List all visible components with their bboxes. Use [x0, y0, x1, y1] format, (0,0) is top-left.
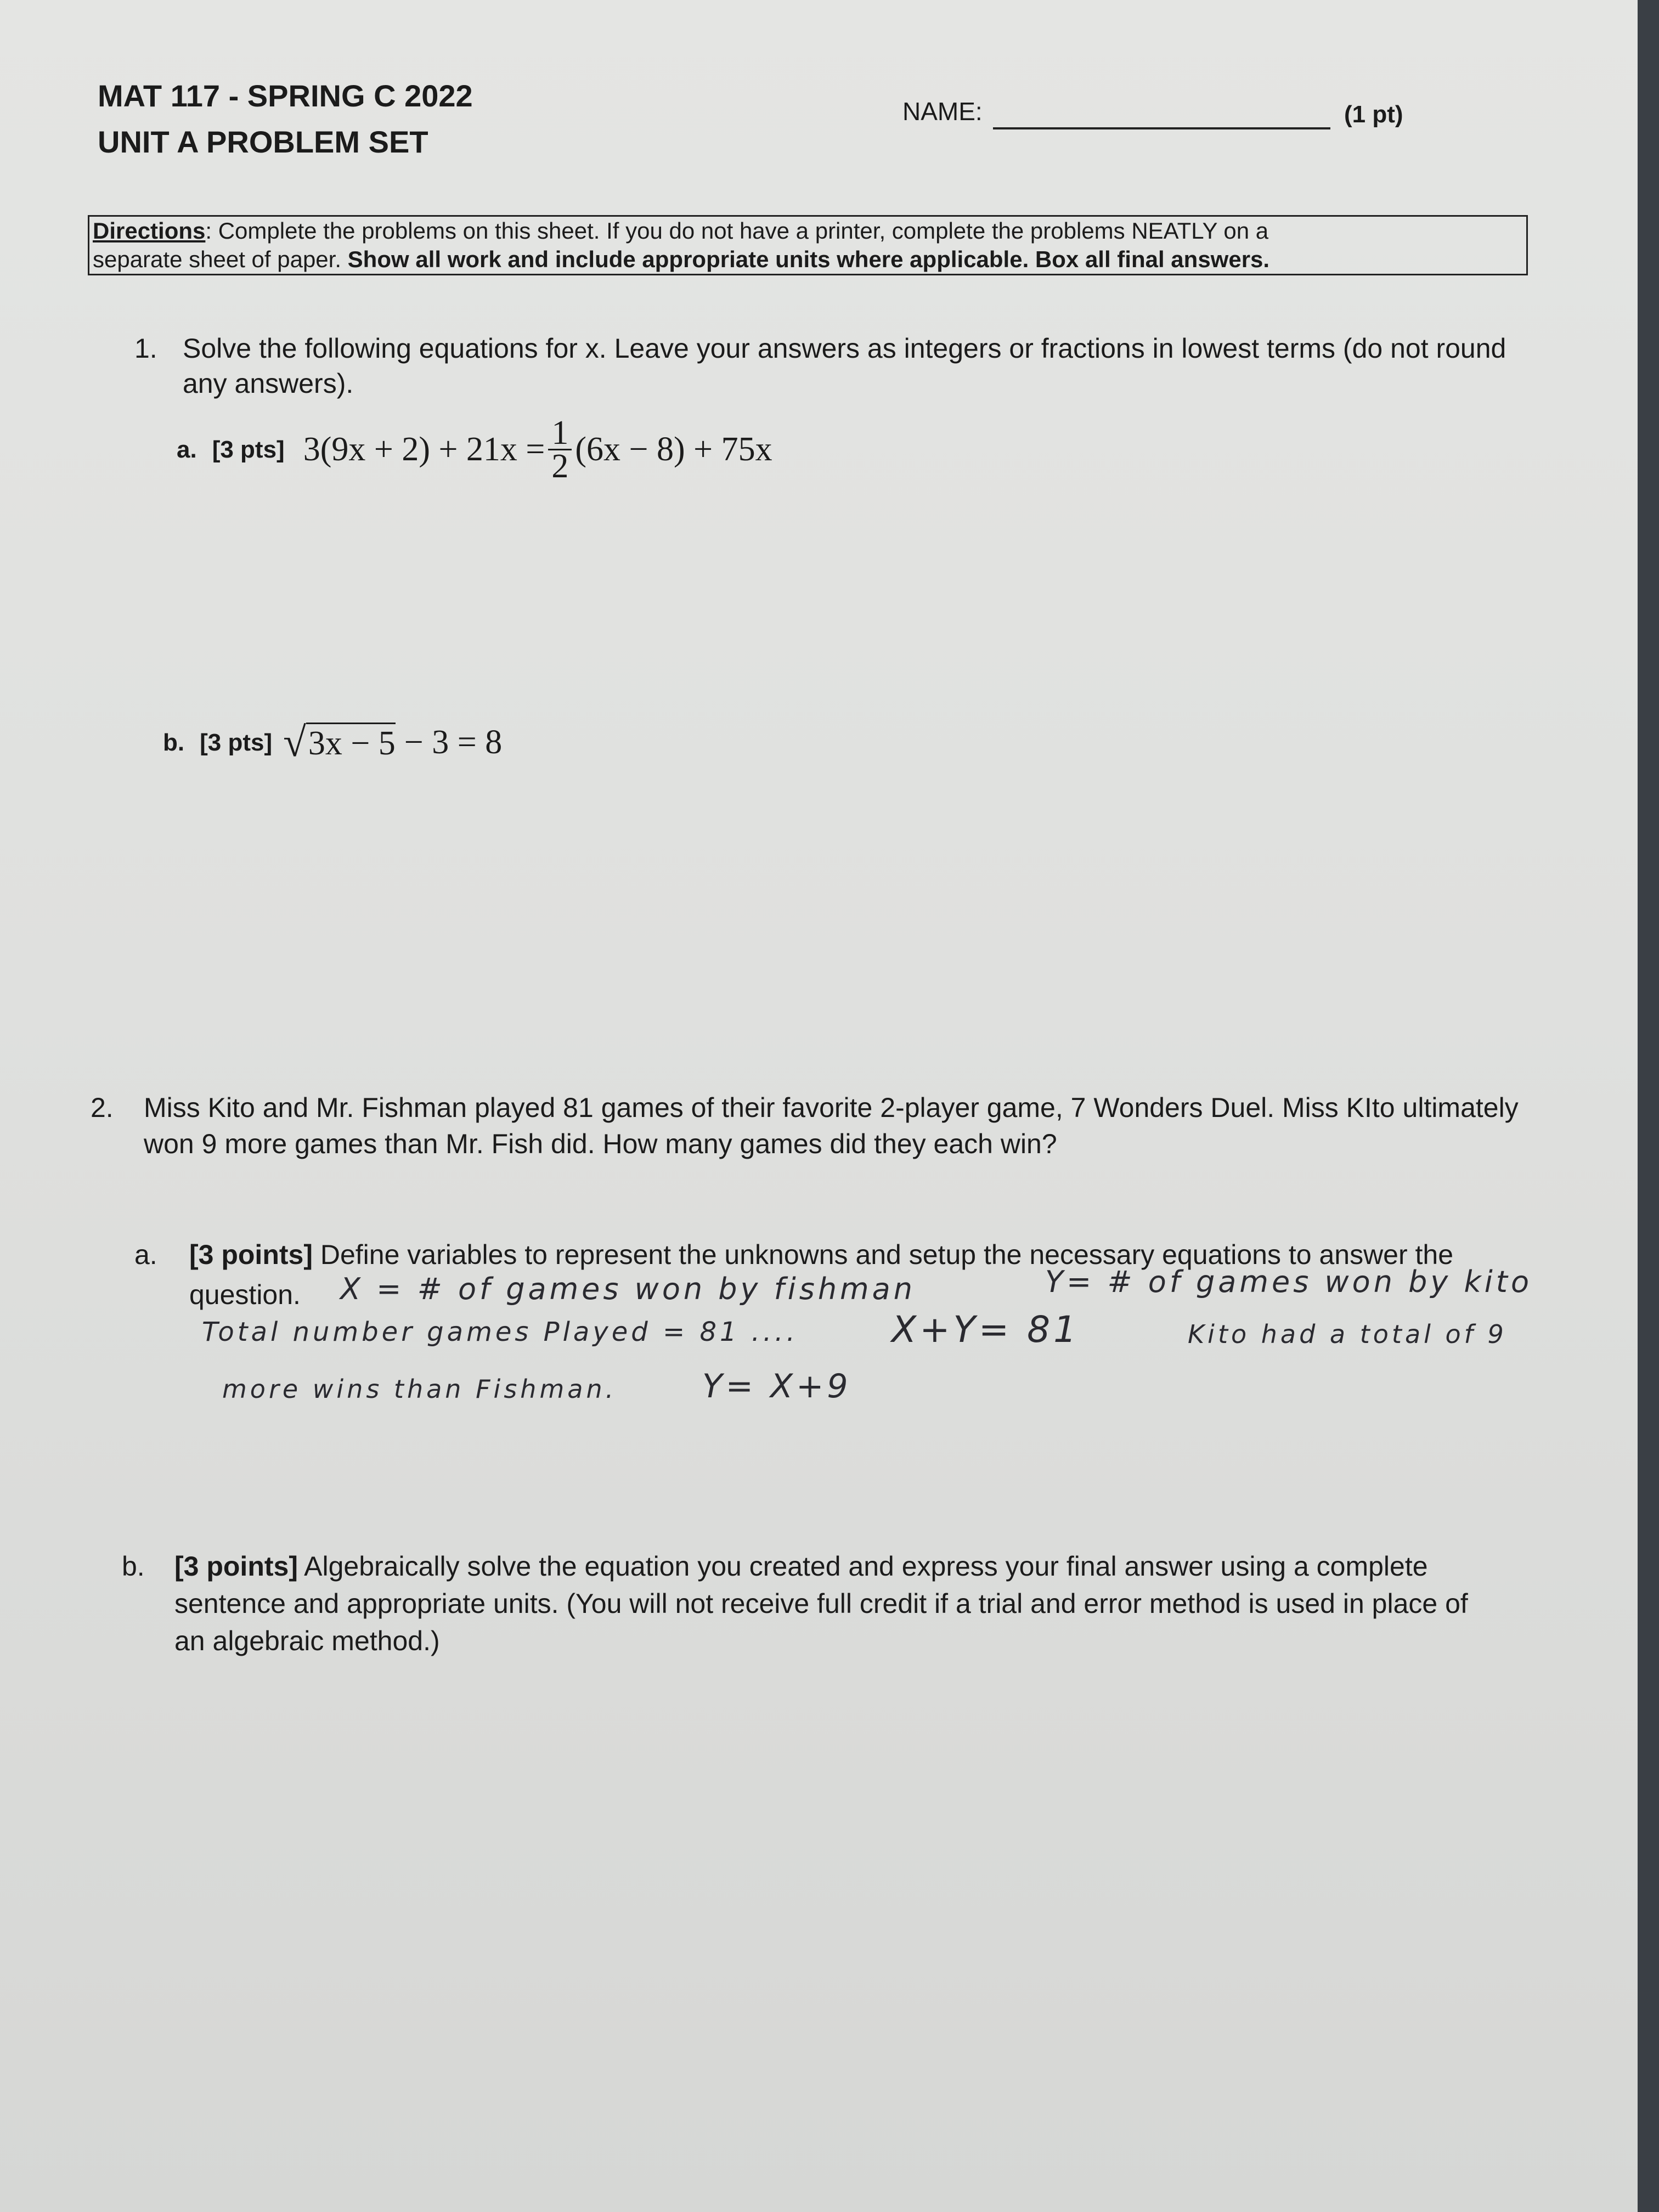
name-blank-line [993, 127, 1330, 129]
radical-sign-icon: √ [283, 719, 306, 765]
q2a-text-1: Define variables to represent the unknowns and setup the necessary equations to answer the [312, 1239, 1454, 1270]
directions-line-2 [93, 245, 1526, 274]
q2-number: 2. [91, 1092, 114, 1123]
directions-text-bold: Show all work and include appropriate units where applicable. Box all final answers. [347, 246, 1270, 272]
q1-number: 1. [134, 333, 157, 364]
q1a-equation-row [177, 414, 772, 485]
course-title: MAT 117 - SPRING C 2022 [98, 78, 473, 113]
q2b-text-1: Algebraically solve the equation you created and express your final answer using a complete [297, 1551, 1428, 1582]
handwriting-line-1-right: Y= # of games won by kito [1045, 1265, 1532, 1299]
q1a-fraction-numerator: 1 [548, 417, 572, 450]
q1b-points: [3 pts] [200, 729, 273, 756]
q1b-equation-row [163, 719, 502, 766]
q2b-label: b. [122, 1551, 145, 1582]
q2-prompt-line-1: Miss Kito and Mr. Fishman played 81 games of their favorite 2-player game, 7 Wonders Duel. Miss KIto ultimately [144, 1092, 1519, 1123]
handwriting-line-2-right: Kito had a total of 9 [1188, 1319, 1507, 1349]
q2b-prompt-line-1 [174, 1547, 1428, 1585]
q1a-lhs: 3(9x + 2) + 21x = [303, 431, 545, 468]
handwriting-line-3: more wins than Fishman. [222, 1374, 617, 1404]
q1a-fraction-denominator: 2 [551, 448, 569, 485]
q2a-label: a. [134, 1239, 157, 1270]
q1a-label: a. [177, 436, 197, 463]
q2b-prompt-line-2: sentence and appropriate units. (You will not receive full credit if a trial and error method is used in place of [174, 1588, 1468, 1619]
page-title: UNIT A PROBLEM SET [98, 125, 428, 159]
q1b-rest: − 3 = 8 [404, 724, 503, 761]
q1b-label: b. [163, 729, 185, 756]
q2-prompt-line-2: won 9 more games than Mr. Fish did. How many games did they each win? [144, 1128, 1057, 1159]
handwriting-line-2-left: Total number games Played = 81 .... [202, 1317, 798, 1347]
directions-label: Directions [93, 218, 206, 244]
q2a-points: [3 points] [189, 1239, 313, 1270]
q1b-radicand: 3x − 5 [306, 723, 396, 763]
directions-text-1: : Complete the problems on this sheet. If you do not have a printer, complete the problems NEATLY on a [205, 218, 1269, 244]
q2b-prompt-line-3: an algebraic method.) [174, 1626, 440, 1656]
name-points: (1 pt) [1344, 101, 1403, 128]
q1a-points: [3 pts] [212, 436, 285, 463]
handwriting-line-3-equation: Y= X+9 [702, 1367, 851, 1406]
q1-prompt-line-1: Solve the following equations for x. Leave your answers as integers or fractions in lowest terms (do not round [183, 333, 1506, 364]
q2a-prompt-line-2: question. [189, 1279, 301, 1310]
directions-line-1 [93, 217, 1526, 245]
q2b-points: [3 points] [174, 1551, 298, 1582]
q1a-fraction [548, 414, 572, 485]
directions-text-2: separate sheet of paper. [93, 246, 348, 272]
directions-box [88, 215, 1528, 275]
handwriting-line-2-mid: X+Y= 81 [891, 1308, 1080, 1351]
q1-prompt-line-2: any answers). [183, 368, 354, 399]
q1a-rhs: (6x − 8) + 75x [575, 431, 772, 468]
handwriting-line-1-left: X = # of games won by fishman [340, 1272, 916, 1306]
name-label: NAME: [902, 97, 983, 126]
